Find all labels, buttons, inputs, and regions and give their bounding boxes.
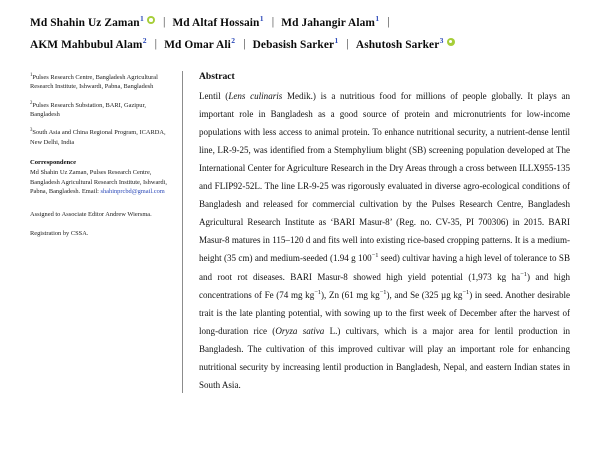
- abstract-text-run: ) in seed. Another desirable trait is the late planting potential, with sowing up to the first week of December after the harvest of long-duration rice (: [199, 289, 571, 336]
- scientific-name: Lens culinaris: [228, 90, 283, 101]
- author-separator: |: [387, 13, 390, 28]
- abstract-text-run: Lentil (: [199, 90, 229, 101]
- author-name: Md Altaf Hossain: [172, 16, 260, 29]
- affiliation-item: [30, 126, 168, 147]
- orcid-icon[interactable]: [447, 38, 455, 46]
- author-affiliation-marker: 1: [140, 14, 144, 23]
- abstract-heading: Abstract: [199, 70, 235, 82]
- correspondence-address: Md Shahin Uz Zaman, Pulses Research Centre, Bangladesh Agricultural Research Institute, Ishwardi, Pabna, Bangladesh.: [30, 169, 168, 196]
- author-separator: |: [162, 13, 166, 28]
- column-divider: [182, 71, 183, 393]
- abstract-text-run: ) and high concentrations of Fe (74 mg kg: [199, 271, 570, 300]
- exponent: −1: [371, 252, 379, 260]
- author-affiliation-marker: 1: [334, 35, 339, 45]
- exponent: −1: [462, 288, 470, 296]
- author-name: Ashutosh Sarker: [355, 38, 440, 51]
- author-block: [30, 6, 570, 54]
- registration-note: Registration by CSSA.: [30, 230, 89, 238]
- author-row-1: [30, 10, 570, 32]
- author-separator: |: [243, 35, 246, 50]
- author-affiliation-marker: 2: [231, 35, 236, 45]
- author-separator: |: [154, 35, 158, 50]
- email-label: Email:: [81, 188, 101, 196]
- abstract-text-run: ), Zn (61 mg kg: [321, 289, 380, 300]
- abstract-paragraph: [199, 87, 570, 395]
- author-affiliation-marker: 1: [375, 14, 380, 23]
- body-columns: [30, 71, 570, 395]
- author-affiliation-marker: 3: [439, 35, 444, 45]
- affiliation-list: [30, 71, 168, 148]
- correspondence-body: [30, 168, 168, 196]
- exponent: −1: [520, 270, 527, 278]
- affiliation-text: Pulses Research Centre, Bangladesh Agricultural Research Institute, Ishwardi, Pabna, Bangladesh: [30, 73, 158, 91]
- scientific-name: Oryza sativa: [275, 325, 325, 336]
- abstract-text-run: ), and Se (325 µg kg: [386, 289, 463, 300]
- affiliation-marker: 1: [30, 72, 33, 78]
- editor-note: Assigned to Associate Editor Andrew Wiersma.: [30, 210, 152, 218]
- author-affiliation-marker: 1: [259, 14, 264, 23]
- author-name: Md Omar Ali: [164, 38, 231, 51]
- author-name: Md Jahangir Alam: [281, 16, 376, 29]
- left-column: [30, 71, 182, 395]
- affiliation-text: Pulses Research Substation, BARI, Gazipur, Bangladesh: [30, 101, 146, 119]
- affiliation-item: [30, 99, 168, 120]
- right-column: [199, 71, 570, 395]
- author-row-2: [30, 32, 570, 54]
- exponent: −1: [379, 288, 387, 296]
- author-separator: |: [346, 35, 349, 50]
- affiliation-item: [30, 71, 168, 92]
- abstract-text-run: Medik.) is a nutritious food for millions of people globally. It plays an important role in Bangladesh as a good source of protein and micronutrients for low-income populations with less access to animal protein. To enhance nutritional security, a nutrient-dense lentil line, LR-9-25, was identified from a Stemphylium blight (SB) screening population developed at The International Center for Agriculture Research in the Dry Areas through a cross between ILLX955-135 and FLIP92-52L. The line LR-9-25 was rigorously evaluated in diverse agro-ecological conditions of Bangladesh and released for commercial cultivation by the Pulses Research Centre, Bangladesh Agricultural Research Institute as ‘BARI Masur-8’ (Reg. no. CV-35, PI 700306) in 2015. BARI Masur-8 matures in 115–120 d and fits well into existing rice-based cropping patterns. It is a medium-height (35 cm) and medium-seeded (1.94 g 100: [199, 90, 570, 264]
- abstract-text-run: L.) cultivars, which is a major area for lentil production in Bangladesh. The cultivation of this improved cultivar will play an important role for enhancing nutritional security by increasing lentil production in Bangladesh, Nepal, and eastern Indian states in South Asia.: [199, 325, 570, 391]
- orcid-icon[interactable]: [147, 16, 155, 24]
- author-name: Md Shahin Uz Zaman: [30, 16, 140, 29]
- author-separator: |: [271, 13, 275, 28]
- author-affiliation-marker: 2: [142, 35, 147, 45]
- affiliation-marker: 2: [30, 100, 33, 106]
- affiliation-marker: 3: [30, 128, 33, 134]
- abstract-text-run: seed) cultivar having a high level of tolerance to SB and root rot diseases. BARI Masur-8 showed high yield potential (1,973 kg ha: [199, 253, 570, 282]
- author-name: Debasish Sarker: [252, 38, 335, 51]
- correspondence-email-link[interactable]: shahinprcbd@gmail.com: [100, 188, 165, 196]
- affiliation-text: South Asia and China Regional Program, ICARDA, New Delhi, India: [30, 129, 166, 146]
- correspondence-heading: Correspondence: [30, 159, 77, 167]
- author-name: AKM Mahbubul Alam: [30, 38, 143, 51]
- exponent: −1: [314, 288, 322, 296]
